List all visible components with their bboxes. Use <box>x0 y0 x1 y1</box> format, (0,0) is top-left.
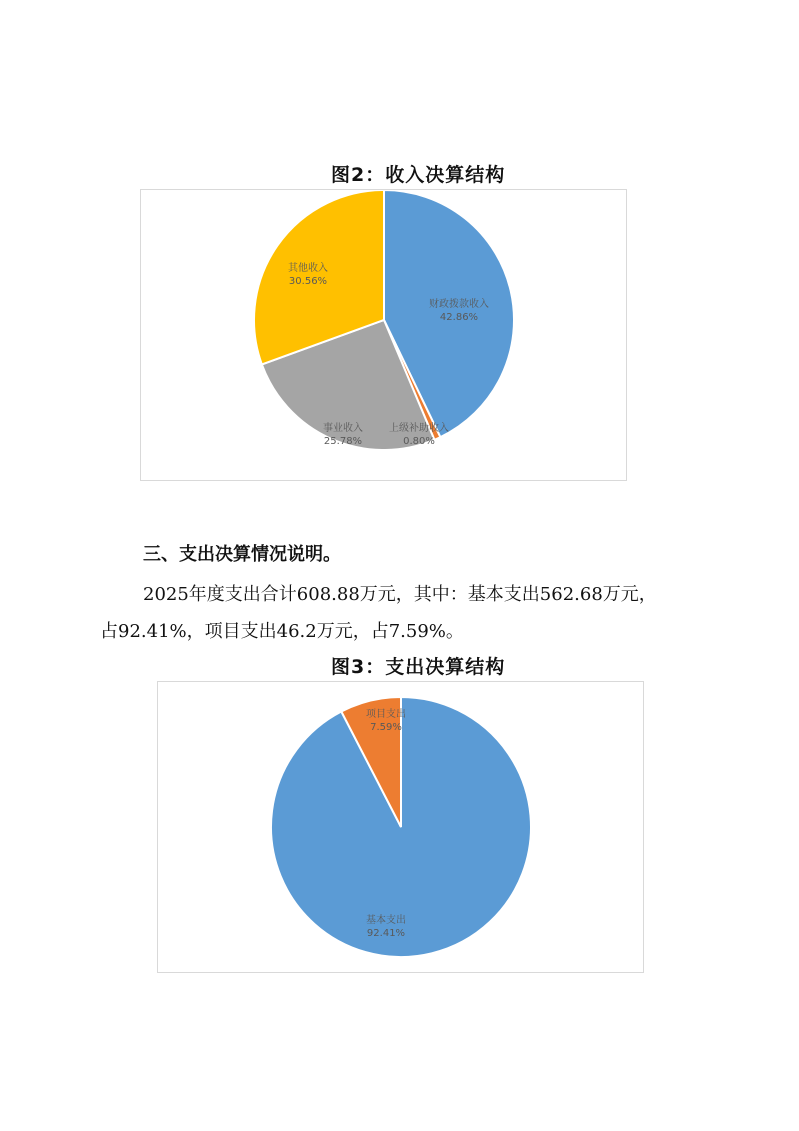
chart-title-income: 图2：收入决算结构 <box>331 164 506 186</box>
slice-name-label: 项目支出 <box>366 709 406 720</box>
slice-name-label: 基本支出 <box>366 915 406 926</box>
expenditure-pie-chart <box>157 681 644 973</box>
slice-name-label: 上级补助收入 <box>389 423 449 434</box>
paragraph-line-2: 占92.41%，项目支出46.2万元，占7.59%。 <box>100 621 464 642</box>
section-heading: 三、支出决算情况说明。 <box>143 544 341 565</box>
expenditure-pie-svg <box>158 682 643 972</box>
chart-title-expenditure: 图3：支出决算结构 <box>331 656 506 678</box>
slice-name-label: 其他收入 <box>288 263 328 274</box>
slice-percent-label: 92.41% <box>366 928 406 939</box>
slice-name-label: 财政拨款收入 <box>429 299 489 310</box>
income-pie-svg <box>141 190 626 480</box>
slice-percent-label: 7.59% <box>370 722 402 733</box>
paragraph-line-1: 2025年度支出合计608.88万元，其中：基本支出562.68万元， <box>143 584 657 605</box>
slice-name-label: 事业收入 <box>323 423 363 434</box>
slice-percent-label: 25.78% <box>323 436 363 447</box>
slice-percent-label: 42.86% <box>439 312 479 323</box>
income-pie-chart <box>140 189 627 481</box>
slice-percent-label: 0.80% <box>403 436 435 447</box>
slice-percent-label: 30.56% <box>288 276 328 287</box>
